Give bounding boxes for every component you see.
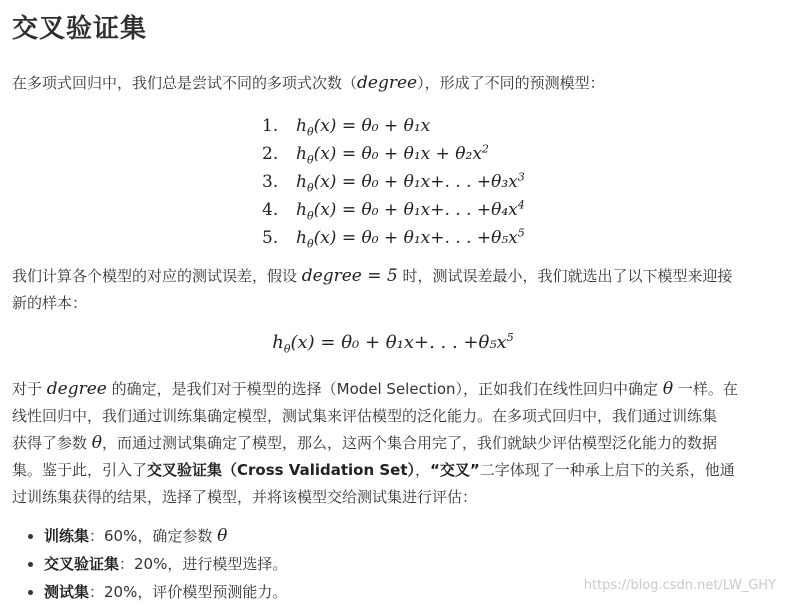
bullet-math: θ — [217, 526, 228, 546]
dataset-split-list — [24, 522, 287, 606]
equation-number: 4. — [262, 200, 279, 220]
cv-term-bold: “交叉” — [430, 461, 480, 479]
intro-degree-var: degree — [357, 73, 418, 93]
page-title: 交叉验证集 — [12, 14, 148, 44]
intro-paragraph — [12, 70, 778, 97]
list-item — [44, 550, 287, 578]
bullet-label: 测试集 — [44, 583, 90, 601]
equation-item — [262, 112, 525, 140]
equation-number: 5. — [262, 228, 279, 248]
bullet-text: ：20%，评价模型预测能力。 — [89, 583, 288, 601]
equation-expression: $h_\theta(x) = \theta_0 + \theta_1x+$. . . $+\theta_3x^3$ — [296, 170, 525, 195]
bullet-text: ：60%，确定参数 — [89, 527, 218, 545]
equation-expression: $h_\theta(x) = \theta_0 + \theta_1x + \theta_2x^2$ — [296, 142, 489, 167]
selection-text-2: 时，测试误差最小，我们就选出了以下模型来迎接 — [397, 267, 733, 285]
cv-theta: θ — [91, 433, 103, 453]
intro-before: 在多项式回归中，我们总是尝试不同的多项式次数（ — [12, 74, 358, 92]
cv-term-bold: 交叉验证集（Cross Validation Set） — [147, 461, 416, 479]
equation-expression: $h_\theta(x) = \theta_0 + \theta_1x+$. . . $+\theta_5x^5$ — [296, 226, 525, 251]
equation-item — [262, 168, 525, 196]
bullet-label: 训练集 — [44, 527, 90, 545]
equation-number: 1. — [262, 116, 279, 136]
cv-theta: θ — [662, 379, 674, 399]
equation-item — [262, 224, 525, 252]
list-item — [44, 578, 287, 606]
equation-item — [262, 140, 525, 168]
cv-text: 一样。在 — [673, 380, 738, 398]
equation-number: 3. — [262, 172, 279, 192]
cv-text: 过训练集获得的结果，选择了模型，并将该模型交给测试集进行评估： — [12, 488, 478, 506]
cv-degree-var: degree — [46, 379, 107, 399]
equation-item — [262, 196, 525, 224]
selected-model-equation: $h_\theta(x) = \theta_0 + \theta_1x+$. . . $+\theta_5x^5$ — [272, 331, 514, 356]
model-equation-list — [262, 112, 525, 252]
equation-expression: $h_\theta(x) = \theta_0 + \theta_1x+$. . . $+\theta_4x^4$ — [296, 198, 525, 223]
cv-text: 线性回归中，我们通过训练集确定模型，测试集来评估模型的泛化能力。在多项式回归中，我们通过训练集 — [12, 407, 718, 425]
cv-text: ， — [415, 461, 431, 479]
bullet-text: ：20%，进行模型选择。 — [119, 555, 288, 573]
bullet-label: 交叉验证集 — [44, 555, 120, 573]
watermark: https://blog.csdn.net/LW_GHY — [583, 578, 776, 593]
cv-text: 获得了参数 — [12, 434, 92, 452]
cv-text: 的确定，是我们对于模型的选择（Model Selection），正如我们在线性回归中确定 — [106, 380, 663, 398]
selection-degree-math: degree = 5 — [301, 266, 398, 286]
list-item — [44, 522, 287, 550]
selection-paragraph — [12, 263, 778, 317]
equation-number: 2. — [262, 144, 279, 164]
cv-text: 集。鉴于此，引入了 — [12, 461, 148, 479]
cv-text: 对于 — [12, 380, 47, 398]
selection-text-3: 新的样本： — [12, 294, 88, 312]
intro-after: ），形成了不同的预测模型： — [417, 74, 605, 92]
cross-validation-paragraph — [12, 376, 778, 511]
selection-text-1: 我们计算各个模型的对应的测试误差，假设 — [12, 267, 302, 285]
cv-text: 二字体现了一种承上启下的关系，他通 — [479, 461, 735, 479]
cv-text: ，而通过测试集确定了模型，那么，这两个集合用完了，我们就缺少评估模型泛化能力的数据 — [102, 434, 718, 452]
equation-expression: $h_\theta(x) = \theta_0 + \theta_1x$ — [296, 116, 431, 139]
